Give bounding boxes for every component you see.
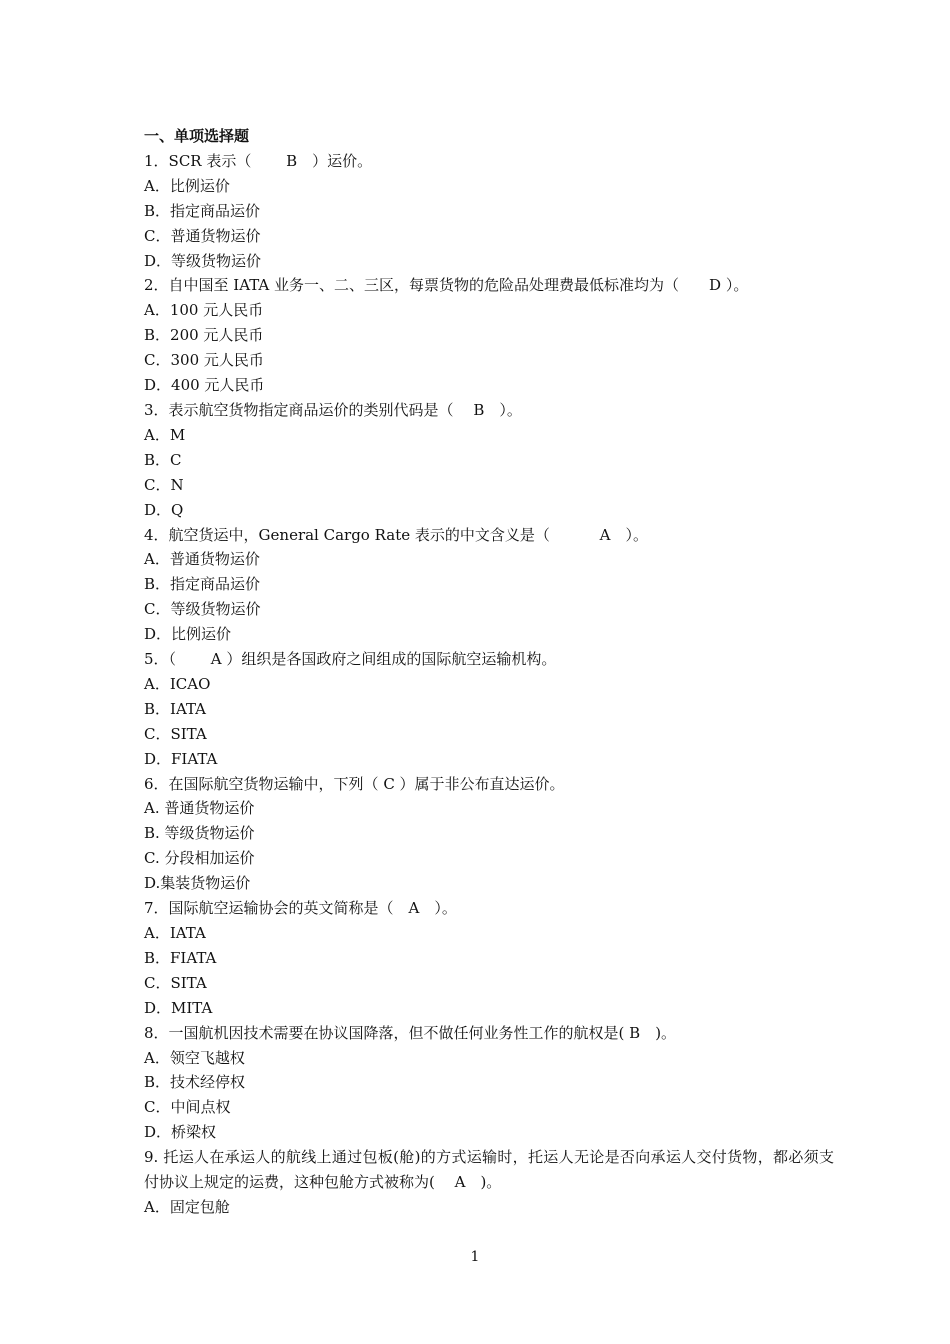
answer-option: D．FIATA xyxy=(144,749,218,768)
answer-option: A．M xyxy=(144,425,186,444)
answer-option: A．100 元人民币 xyxy=(144,301,264,320)
answer-option: A．固定包舱 xyxy=(144,1197,230,1216)
answer-option: C．中间点权 xyxy=(144,1098,231,1117)
answer-option: D.集装货物运价 xyxy=(144,874,251,893)
question-text: 2．自中国至 IATA 业务一、二、三区，每票货物的危险品处理费最低标准均为（ D ）。 xyxy=(144,276,749,295)
question-text: 3．表示航空货物指定商品运价的类别代码是（ B ）。 xyxy=(144,400,522,419)
answer-option: C．300 元人民币 xyxy=(144,351,264,370)
question-text: 1．SCR 表示（ B ）运价。 xyxy=(144,151,373,170)
answer-option: B．C xyxy=(144,450,182,469)
answer-option: B．IATA xyxy=(144,699,206,718)
question-text: 7．国际航空运输协会的英文简称是（ A ）。 xyxy=(144,899,457,918)
answer-option: B．指定商品运价 xyxy=(144,201,261,220)
answer-option: B. 等级货物运价 xyxy=(144,824,255,843)
question-list xyxy=(144,149,834,1220)
answer-option: D．Q xyxy=(144,500,184,519)
answer-option: B．技术经停权 xyxy=(144,1073,246,1092)
question-text: 9. 托运人在承运人的航线上通过包板(舱)的方式运输时，托运人无论是否向承运人交付货物，都必须支付协议上规定的运费，这种包舱方式被称为( A )。 xyxy=(144,1148,834,1192)
answer-option: C. 分段相加运价 xyxy=(144,849,255,868)
question-text: 8．一国航机因技术需要在协议国降落，但不做任何业务性工作的航权是( B )。 xyxy=(144,1023,677,1042)
question-text: 5．（ A ）组织是各国政府之间组成的国际航空运输机构。 xyxy=(144,650,557,669)
question-text: 4．航空货运中，General Cargo Rate 表示的中文含义是（ A ）。 xyxy=(144,525,648,544)
answer-option: D．MITA xyxy=(144,998,213,1017)
answer-option: C．等级货物运价 xyxy=(144,600,261,619)
answer-option: A．比例运价 xyxy=(144,176,230,195)
answer-option: B．指定商品运价 xyxy=(144,575,261,594)
answer-option: B．FIATA xyxy=(144,948,217,967)
answer-option: A．IATA xyxy=(144,924,206,942)
answer-option: D．比例运价 xyxy=(144,625,232,644)
page-number: 1 xyxy=(470,1249,480,1265)
answer-option: C．SITA xyxy=(144,973,207,992)
answer-option: A. 普通货物运价 xyxy=(144,799,255,818)
answer-option: A．ICAO xyxy=(144,674,211,693)
answer-option: C．普通货物运价 xyxy=(144,226,261,245)
answer-option: C．SITA xyxy=(144,724,207,743)
answer-option: D．桥梁权 xyxy=(144,1123,217,1142)
section-title: 一、单项选择题 xyxy=(144,127,250,145)
question-text: 6．在国际航空货物运输中，下列（ C ）属于非公布直达运价。 xyxy=(144,774,565,793)
answer-option: A．领空飞越权 xyxy=(144,1048,245,1067)
answer-option: B．200 元人民币 xyxy=(144,326,264,345)
answer-option: C．N xyxy=(144,475,184,494)
answer-option: D．等级货物运价 xyxy=(144,251,262,270)
answer-option: A．普通货物运价 xyxy=(144,550,260,569)
answer-option: D．400 元人民币 xyxy=(144,376,265,395)
document-body xyxy=(144,124,834,1220)
